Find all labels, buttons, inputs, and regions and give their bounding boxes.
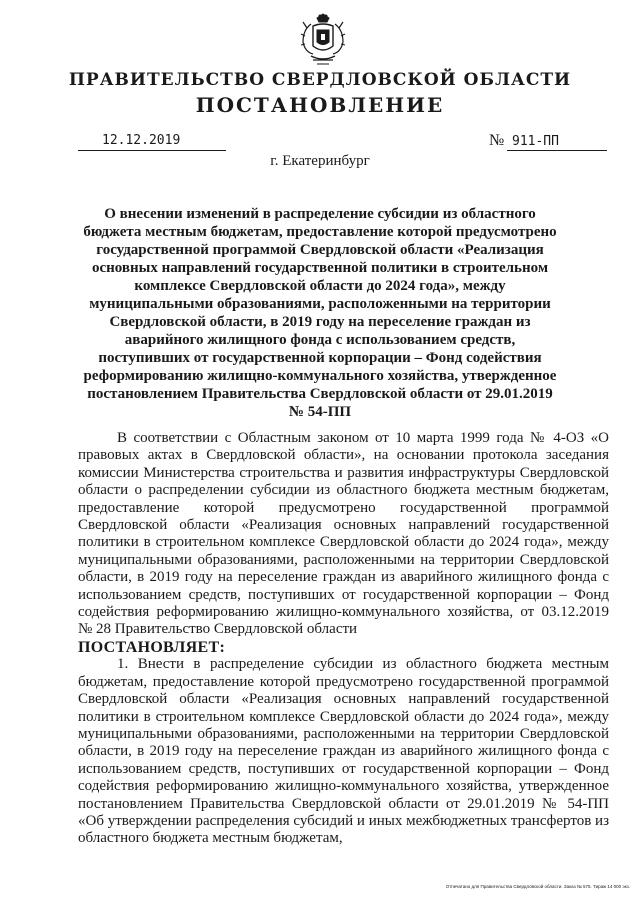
document-date: 12.12.2019 xyxy=(102,133,181,148)
number-underline xyxy=(507,150,607,151)
document-number: 911-ПП xyxy=(512,134,559,149)
document-title: О внесении изменений в распределение субсидии из областного бюджета местным бюджетам, предоставление которой предусмотрено государственной программой Свердловской области «Реализация основных направлений государственной политики в строительном комплексе Свердловской области до 2024 года», между муниципальными образованиями, расположенными на территории Свердловской области, в 2019 году на переселение граждан из аварийного жилищного фонда с использованием средств, поступивших от государственной корпорации – Фонд содействия реформированию жилищно-коммунального хозяйства, утвержденное постановлением Правительства Свердловской области от 29.01.2019 № 54-ПП xyxy=(83,206,557,420)
number-sign: № xyxy=(489,132,505,149)
decree-word: ПОСТАНОВЛЯЕТ: xyxy=(78,638,226,656)
item-1-paragraph: 1. Внести в распределение субсидии из областного бюджета местным бюджетам, предоставление которой предусмотрено государственной программой Свердловской области «Реализация основных направлений государственной политики в строительном комплексе Свердловской области до 2024 года», между муниципальными образованиями, расположенными на территории Свердловской области, в 2019 году на переселение граждан из аварийного жилищного фонда с использованием средств, поступивших от государственной корпорации – Фонд содействия реформированию жилищно-коммунального хозяйства, утвержденное постановлением Правительства Свердловской области от 29.01.2019 № 54-ПП «Об утверждении распределения субсидий и иных межбюджетных трансфертов из областного бюджета местным бюджетам, xyxy=(78,656,609,847)
document-type: ПОСТАНОВЛЕНИЕ xyxy=(195,93,445,117)
government-name: ПРАВИТЕЛЬСТВО СВЕРДЛОВСКОЙ ОБЛАСТИ xyxy=(68,70,572,90)
print-note: Отпечатано для Правительства Свердловской области. Заказ № 575. Тираж 14 000 экз. xyxy=(445,884,630,889)
city: г. Екатеринбург xyxy=(270,153,370,169)
coat-of-arms-icon xyxy=(297,12,349,68)
document-body xyxy=(78,430,609,848)
preamble-paragraph: В соответствии с Областным законом от 10 марта 1999 года № 4-ОЗ «О правовых актах в Свердловской области», на основании протокола заседания комиссии Министерства строительства и развития инфраструктуры Свердловской области о распределении субсидии из областного бюджета местным бюджетам, предоставление которой предусмотрено государственной программой Свердловской области «Реализация основных направлений государственной политики в строительном комплексе Свердловской области до 2024 года», между муниципальными образованиями, расположенными на территории Свердловской области, в 2019 году на переселение граждан из аварийного жилищного фонда с использованием средств, поступивших от государственной корпорации – Фонд содействия реформированию жилищно-коммунального хозяйства, от 03.12.2019 № 28 Правительство Свердловской области xyxy=(78,430,609,638)
date-underline xyxy=(78,150,226,151)
